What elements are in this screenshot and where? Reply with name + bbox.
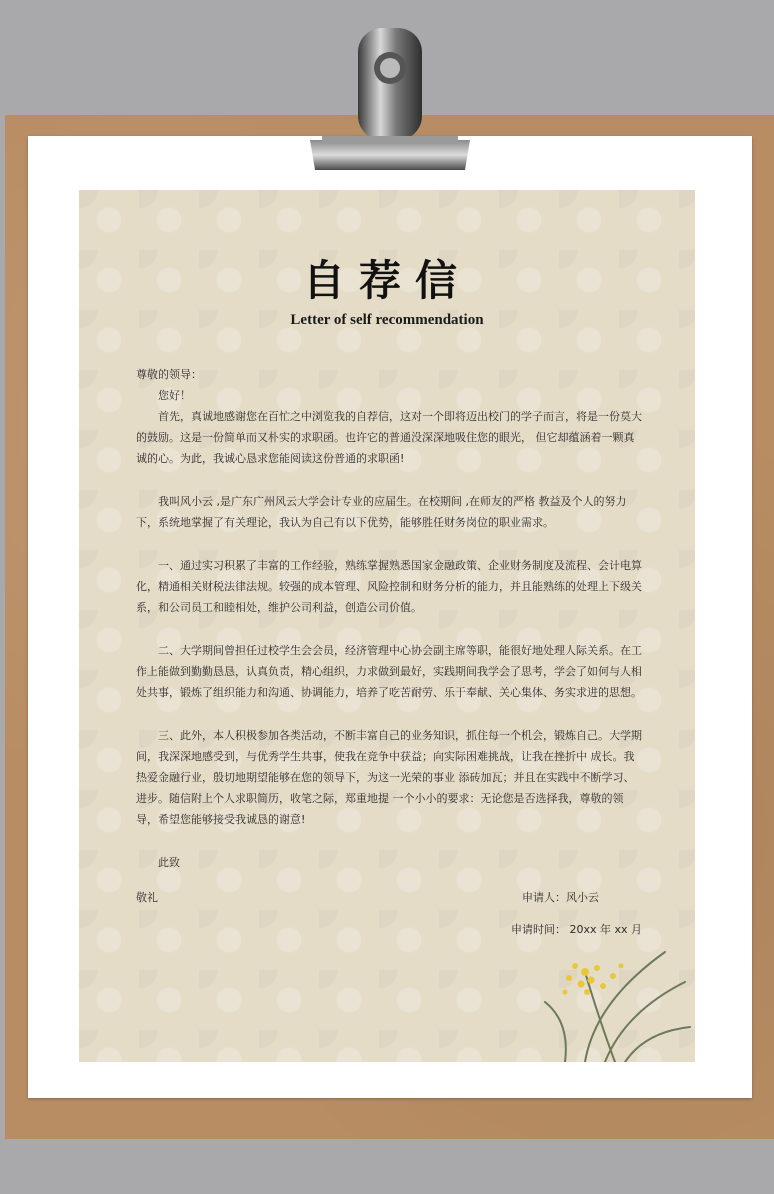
paragraph-4: 二、大学期间曾担任过校学生会会员，经济管理中心协会副主席等职，能很好地处理人际关系。在工作上能做到勤勤恳恳，认真负责，精心组织，力求做到最好，实践期间我学会了思考，学会了如何与人相处共事，锻炼了组织能力和沟通、协调能力，培养了吃苦耐劳、乐于奉献、关心集体、务实求进的思想。 xyxy=(136,644,642,699)
title-chinese: 自荐信 xyxy=(302,256,471,305)
letter-paper xyxy=(79,190,695,1062)
title-english: Letter of self recommendation xyxy=(290,312,484,328)
greeting: 您好！ xyxy=(158,389,191,402)
applicant-name: 申请人：风小云 xyxy=(522,891,599,904)
paragraph-3: 一、通过实习积累了丰富的工作经验，熟练掌握熟悉国家金融政策、企业财务制度及流程、会计电算化，精通相关财税法律法规。较强的成本管理、风险控制和财务分析的能力，并且能熟练的处理上下级关系，和公司员工和睦相处，维护公司利益，创造公司价值。 xyxy=(136,559,642,614)
closing-ci-zhi: 此致 xyxy=(158,856,180,869)
orchid-flower-icon xyxy=(525,942,695,1062)
salutation: 尊敬的领导： xyxy=(136,368,202,381)
binder-clip-icon xyxy=(300,28,480,178)
paragraph-2: 我叫风小云 ,是广东广州风云大学会计专业的应届生。在校期间 ,在师友的严格 教益及个人的努力下，系统地掌握了有关理论，我认为自己有以下优势，能够胜任财务岗位的职业需求。 xyxy=(136,495,627,529)
paragraph-1: 首先，真诚地感谢您在百忙之中浏览我的自荐信，这对一个即将迈出校门的学子而言，将是一份莫大的鼓励。这是一份简单而又朴实的求职函。也许它的普通没深深地吸住您的眼光， 但它却蕴涵着一颗真诚的心。为此，我诚心恳求您能阅读这份普通的求职函! xyxy=(136,410,642,465)
paragraph-5: 三、此外，本人积极参加各类活动，不断丰富自己的业务知识，抓住每一个机会，锻炼自己。大学期间，我深深地感受到，与优秀学生共事，使我在竞争中获益；向实际困难挑战，让我在挫折中 成长。我热爱金融行业，殷切地期望能够在您的领导下，为这一光荣的事业 添砖加瓦；并且在实践中不断学习、进步。随信附上个人求职简历，收笔之际，郑重地提 一个小小的要求：无论您是否选择我，尊敬的领导，希望您能够接受我诚恳的谢意! xyxy=(136,729,642,826)
closing-jing-li: 敬礼 xyxy=(136,891,158,904)
application-date: 申请时间： 20xx 年 xx 月 xyxy=(511,923,643,936)
